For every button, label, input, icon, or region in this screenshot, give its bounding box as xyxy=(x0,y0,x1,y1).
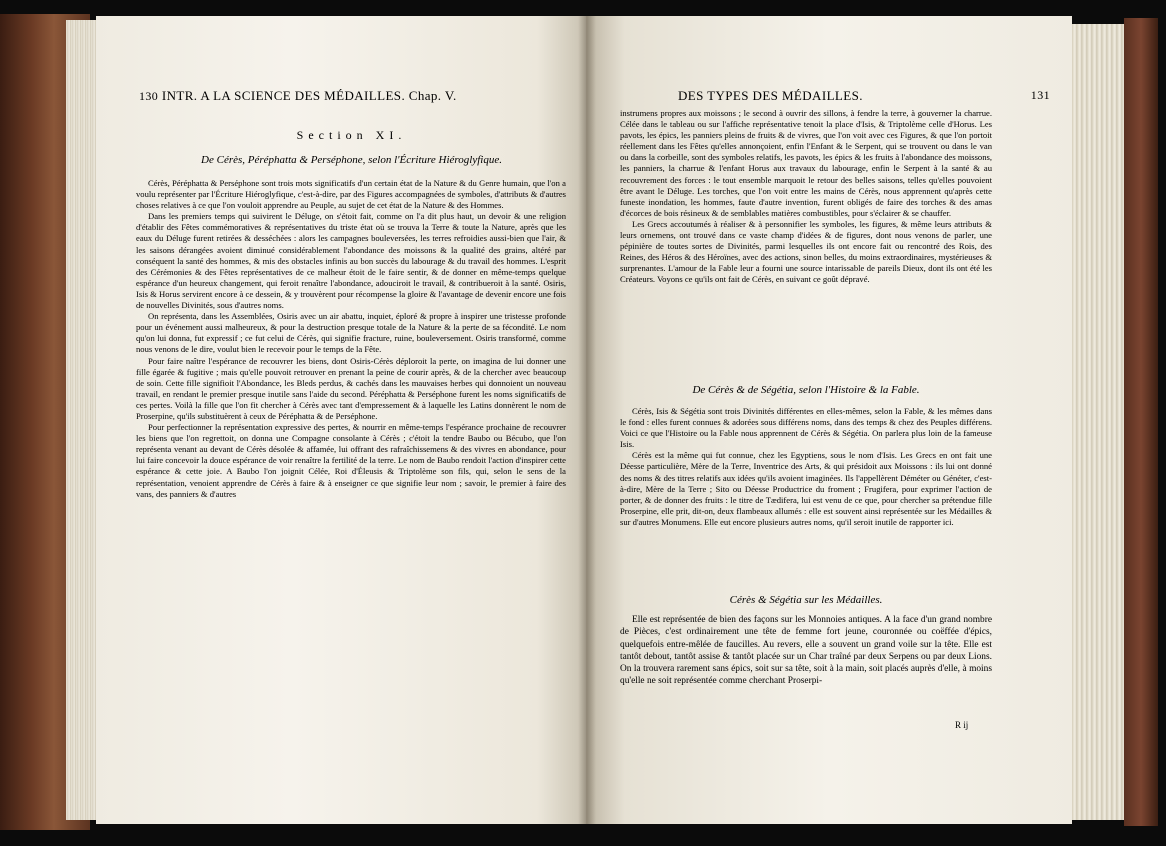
right-running-head xyxy=(678,88,1050,104)
paragraph: Cérès est la même qui fut connue, chez les Egyptiens, sous le nom d'Isis. Les Grecs en ont fait une Déesse particulière, Mère de la Terre, Inventrice des Arts, & qui présidoit aux Moissons : ils lui ont donné des noms & des titres relatifs aux idées qu'ils avoient imaginées. Ils l'appellèrent Déméter ou Généter, c'est-à-dire, Mère de la Terre ; Sito ou Déesse Productrice du froment ; Frugifera, pour exprimer l'action de porter, & de donner des fruits : le titre de Tædifera, lui est venu de ce que, pour chercher sa prétendue fille Proserpine, elle prit, dit-on, deux flambeaux allumés : elle est souvent ainsi représentée sur les Médailles & sur d'autres Monumens. Elle eut encore plusieurs autres noms, qu'il seroit inutile de rapporter ici. xyxy=(620,450,992,527)
right-page-edges xyxy=(1068,24,1126,820)
book-gutter xyxy=(578,16,596,824)
right-page-number: 131 xyxy=(1030,88,1050,102)
section-heading: Section XI. xyxy=(296,128,407,142)
right-body-text-1 xyxy=(620,108,992,286)
paragraph: instrumens propres aux moissons ; le second à ouvrir des sillons, à fendre la terre, à gouverner la charrue. Célée dans le tableau ou sur l'affiche représentative tenoit la place d'Isis, & Triptolème celle d'Horus. Les pavots, les épics, les panniers pleins de fruits & de vivres, que l'on voit avec ces Figures, & que l'on portoit réellement dans les Fêtes qu'elles annonçoient, enfin l'Enfant & le Serpent, qui se trouvent ou dans le van ou dans la corbeille, sont des symboles relatifs, les pavots, les épics & les fruits à l'abondance des moissons, les panniers, la charrue & l'enfant Horus aux travaux du labourage, enfin le Serpent à la santé & au recouvrement des forces : le tout ensemble marquoit le retour des belles saisons, telles qu'elles pouvoient être avant le Déluge. Les torches, que l'on voit entre les mains de Cérès, nous apprennent qu'après cette funeste inondation, les hommes, faute d'autre invention, furent obligés de faire des torches & des amas d'écorces de bois résineux & de semblables matières combustibles, pour s'éclairer & se chauffer. xyxy=(620,108,992,218)
right-body-text-3 xyxy=(620,614,992,688)
right-running-head-text: DES TYPES DES MÉDAILLES. xyxy=(678,88,863,103)
paragraph: On représenta, dans les Assemblées, Osiris avec un air abattu, inquiet, éploré & propre à inspirer une tristesse profonde pour un événement aussi malheureux, & pour la destruction presque totale de la Nature & la perte de sa fécondité. Le nom qu'on lui donna, fut expressif ; ce fut celui de Cérès, qui signifie fracture, ruine, bouleversement. Osiris transformé, comme nous venons de le dire, voulut bien le recevoir pour le temps de la Fête. xyxy=(136,311,566,355)
left-running-head xyxy=(139,88,569,104)
left-page-number: 130 xyxy=(139,89,159,103)
left-body-text xyxy=(136,178,566,500)
paragraph: Pour perfectionner la représentation expressive des pertes, & nourrir en même-temps l'espérance prochaine de recouvrer les biens que l'on regrettoit, on donna une Compagne consolante à Cérès ; c'étoit la tendre Baubo ou Bécubo, que l'on représenta venant au devant de Cérès désolée & affamée, lui offrant des rafraîchissemens & des vivres en abondance, pour lui faire concevoir la douce espérance de voir renaître la fertilité de la terre. Le nom de Baubo rendoit l'action d'inspirer cette espérance & cette joie. A Baubo l'on joignit Célée, Roi d'Éleusis & Triptolème son fils, qui, selon le sens de la représentation, venoient apprendre de Cérès à faire & à enseigner ce que signifie leur nom ; savoir, le premier à faire des vans, des panniers & d'autres xyxy=(136,422,566,499)
paragraph: Pour faire naître l'espérance de recouvrer les biens, dont Osiris-Cérès déploroit la perte, on imagina de lui donner une fille égarée & fugitive ; mais qu'elle pouvoit retrouver en prenant la peine de courir après, & de la chercher avec beaucoup de soin. Cette fille signifioit l'Abondance, les Bleds perdus, & cachés dans les mauvaises herbes qui donnoient un nouveau travail, en rendant le premier presque inutile sans l'aide du second. Péréphatta & Perséphone furent les noms significatifs de ces pertes. Voilà la fille que l'on fit chercher à Cérès avec tant d'empressement & à laquelle les Latins donnèrent le nom de Proserpine, qu'ils substituèrent à ceux de Péréphatta & de Perséphone. xyxy=(136,355,566,421)
paragraph: Elle est représentée de bien des façons sur les Monnoies antiques. A la face d'un grand nombre de Pièces, c'est ordinairement une tête de femme fort jeune, couronnée ou coëffée d'épics, quelquefois entre-mêlée de faucilles. Au revers, elle a souvent un grand voile sur la tête. Elle est tantôt debout, tantôt assise & tantôt placée sur un Char traîné par deux Serpens ou par deux Lions. On la trouvera rarement sans épics, soit sur sa tête, soit à la main, soit placés auprès d'elle, à moins qu'elle ne soit représentée comme cherchant Proserpi- xyxy=(620,615,992,687)
paragraph: Dans les premiers temps qui suivirent le Déluge, on s'étoit fait, comme on l'a dit plus haut, un devoir & une religion d'établir des Fêtes commémoratives & représentatives du triste état où se trouva la Terre & toute la Nature, après que les eaux du Déluge furent retirées & desséchées : alors les campagnes bouleversées, les terres refroidies aussi-bien que l'air, & les saisons dérangées avoient diminué considérablement l'abondance des moissons & la qualité des grains, altéré par conséquent la santé des hommes, & mis des obstacles infinis au bon succès du labourage & du travail des hommes. L'esprit des Cérémonies & des Fêtes représentatives de ce malheur étoit de le faire sentir, & de donner en même-temps quelque espérance d'un heureux changement, qui feroit renaître l'abondance, adouciroit le travail, & contribueroit à la santé. Osiris, Isis & Horus servirent encore à ce dessein, & y trouvèrent pour récompense la gloire & l'avantage de devenir encore une fois de nouvelles Divinités, sous d'autres noms. xyxy=(136,211,566,311)
subsection-heading: De Cérès & de Ségétia, selon l'Histoire & la Fable. xyxy=(692,384,920,396)
paragraph: Cérès, Isis & Ségétia sont trois Divinités différentes en elles-mêmes, selon la Fable, & les mêmes dans le fond : elles furent connues & adorées sous différens noms, dans des temps & chez des Peuples différens. Voici ce que l'Histoire ou la Fable nous apprennent de Cérès & Ségétia. On parlera plus loin de la fameuse Isis. xyxy=(620,406,992,450)
left-running-head-text: INTR. A LA SCIENCE DES MÉDAILLES. Chap. V. xyxy=(161,88,457,103)
right-body-text-2 xyxy=(620,406,992,528)
subsection-heading: Cérès & Ségétia sur les Médailles. xyxy=(729,594,883,606)
section-subtitle: De Cérès, Péréphatta & Perséphone, selon l'Écriture Hiéroglyfique. xyxy=(201,154,502,166)
right-cover xyxy=(1124,18,1158,826)
signature-mark: R ij xyxy=(955,720,969,730)
paragraph: Cérès, Péréphatta & Perséphone sont trois mots significatifs d'un certain état de la Nature & du Genre humain, que l'on a voulu représenter par l'Écriture Hiéroglyfique, c'est-à-dire, par des Figures accompagnées de symboles, d'attributs & d'autres choses relatives à ce que l'on vouloit apprendre au Peuple, au sujet de cet état de la Nature & des Hommes. xyxy=(136,178,566,211)
paragraph: Les Grecs accoutumés à réaliser & à personnifier les symboles, les figures, & même leurs attributs & leurs ornemens, ont trouvé dans ce vaste champ d'idées & de figures, dont nous venons de parler, une pépinière de toutes sortes de Divinités, parmi lesquelles ils ont encore fait ou rencontré des Rois, des Reines, des Héros & des Héroïnes, avec des actions, sinon belles, du moins extraordinaires, mystérieuses & surprenantes. L'amour de la Fable leur a fourni une source intarissable de pareils Dieux, dont ils ont été les Créateurs. Voyons ce qu'ils ont fait de Cérès, en suivant ce goût dépravé. xyxy=(620,218,992,285)
